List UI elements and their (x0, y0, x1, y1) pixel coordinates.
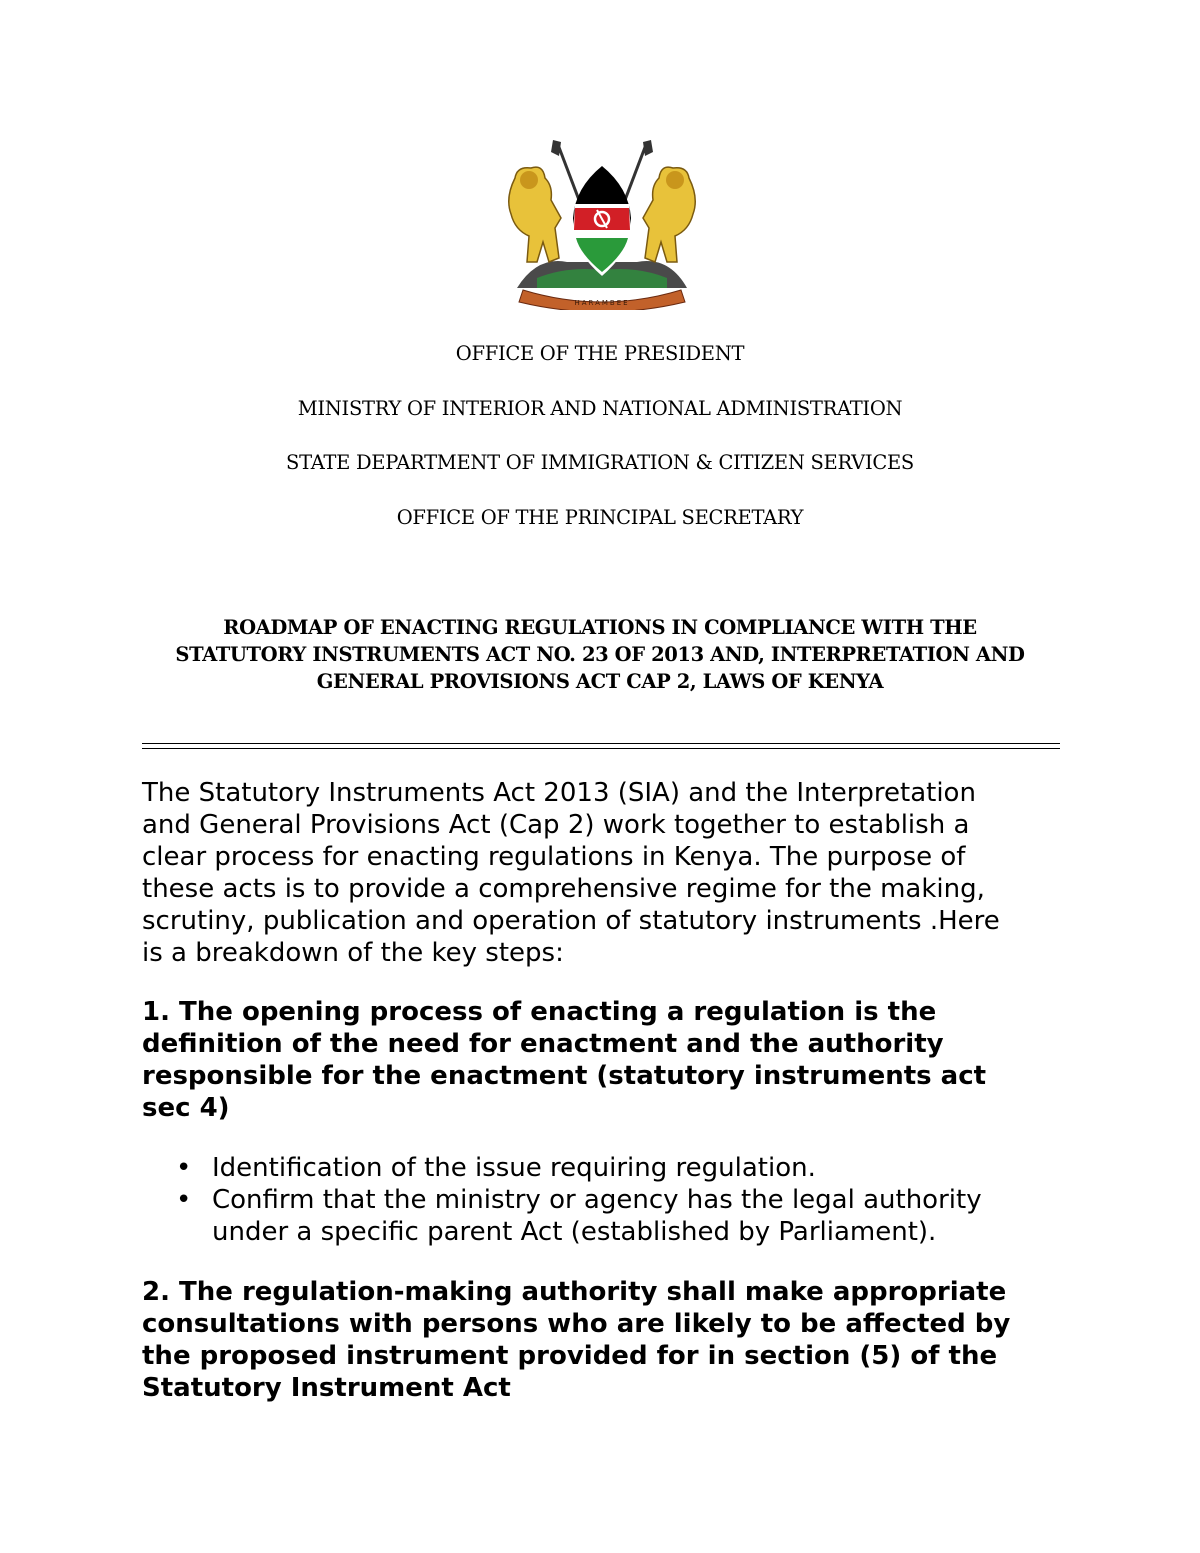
header-principal-secretary: OFFICE OF THE PRINCIPAL SECRETARY (396, 506, 804, 529)
step2-heading-line: Statutory Instrument Act (142, 1373, 511, 1403)
header-state-department: STATE DEPARTMENT OF IMMIGRATION & CITIZEN SERVICES (286, 451, 914, 474)
svg-text:HARAMBEE: HARAMBEE (574, 299, 630, 307)
intro-line: clear process for enacting regulations in Kenya. The purpose of (142, 842, 966, 872)
bullet-text: Identification of the issue requiring regulation. (212, 1153, 816, 1183)
divider-rule (142, 743, 1060, 744)
step1-bullet-list (142, 1152, 1072, 1248)
title-line: ROADMAP OF ENACTING REGULATIONS IN COMPLIANCE WITH THE (223, 616, 977, 639)
list-item (142, 1184, 1072, 1248)
step1-heading (142, 996, 1072, 1124)
step1-heading-line: definition of the need for enactment and the authority (142, 1029, 944, 1059)
intro-line: The Statutory Instruments Act 2013 (SIA) and the Interpretation (142, 778, 976, 808)
step2-heading-line: consultations with persons who are likely to be affected by (142, 1309, 1011, 1339)
list-item (142, 1152, 1072, 1184)
document-title (120, 614, 1080, 695)
intro-line: scrutiny, publication and operation of statutory instruments .Here (142, 906, 1000, 936)
coat-of-arms-icon (497, 138, 707, 310)
intro-paragraph (142, 777, 1072, 969)
bullet-icon: • (176, 1185, 192, 1215)
step1-heading-line: responsible for the enactment (statutory instruments act (142, 1061, 987, 1091)
header-ministry: MINISTRY OF INTERIOR AND NATIONAL ADMINISTRATION (297, 397, 903, 420)
header-office-president: OFFICE OF THE PRESIDENT (455, 342, 745, 365)
step1-heading-line: 1. The opening process of enacting a regulation is the (142, 997, 937, 1027)
step2-heading (142, 1276, 1072, 1404)
title-line: STATUTORY INSTRUMENTS ACT NO. 23 OF 2013 AND, INTERPRETATION AND (175, 643, 1025, 666)
intro-line: these acts is to provide a comprehensive regime for the making, (142, 874, 985, 904)
title-line: GENERAL PROVISIONS ACT CAP 2, LAWS OF KENYA (316, 670, 884, 693)
divider-rule (142, 748, 1060, 749)
step1-heading-line: sec 4) (142, 1093, 230, 1123)
bullet-text: Confirm that the ministry or agency has the legal authority (212, 1185, 982, 1215)
bullet-icon: • (176, 1153, 192, 1183)
step2-heading-line: 2. The regulation-making authority shall make appropriate (142, 1277, 1007, 1307)
step2-heading-line: the proposed instrument provided for in section (5) of the (142, 1341, 998, 1371)
intro-line: and General Provisions Act (Cap 2) work together to establish a (142, 810, 970, 840)
intro-line: is a breakdown of the key steps: (142, 938, 564, 968)
bullet-text: under a specific parent Act (established by Parliament). (212, 1217, 937, 1247)
